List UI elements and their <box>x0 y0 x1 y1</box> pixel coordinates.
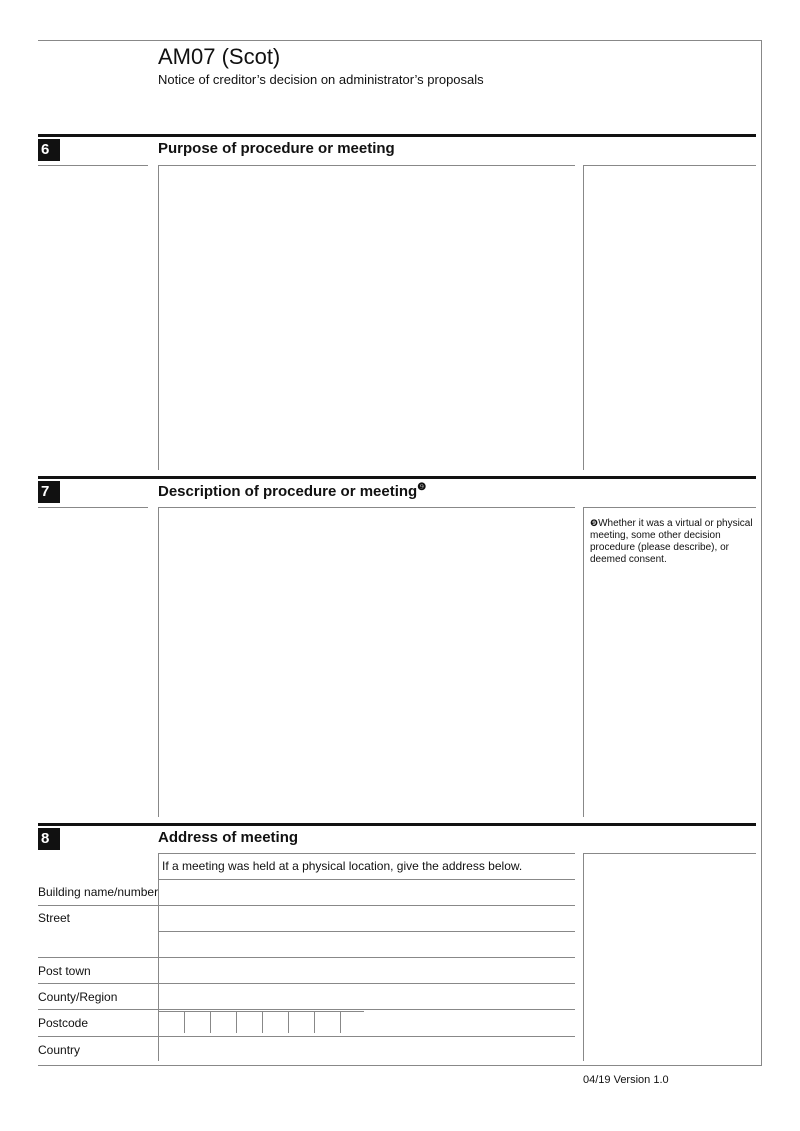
row-line-2 <box>38 905 575 906</box>
section-7-rule <box>38 476 756 479</box>
row-line-5 <box>38 983 575 984</box>
building-input[interactable] <box>162 882 572 902</box>
row-line-6 <box>38 1009 575 1010</box>
section-6-box-right <box>583 165 584 470</box>
section-6-title: Purpose of procedure or meeting <box>158 140 395 157</box>
section-8-title: Address of meeting <box>158 829 299 846</box>
note-9-text: Whether it was a virtual or physical meeting, some other decision procedure (please describe), or deemed consent. <box>590 518 753 565</box>
version-footer: 04/19 Version 1.0 <box>583 1074 669 1086</box>
section-6-rule <box>38 134 756 137</box>
section-7-side-top <box>583 507 756 508</box>
section-6-box-left <box>158 165 159 470</box>
postcode-label: Postcode <box>38 1016 89 1030</box>
postcode-box-divider <box>288 1011 289 1033</box>
post-town-label: Post town <box>38 964 91 978</box>
section-8-rule <box>38 823 756 826</box>
county-label: County/Region <box>38 990 118 1004</box>
top-rule <box>38 40 762 41</box>
section-7-title <box>158 482 426 500</box>
address-instruction: If a meeting was held at a physical location, give the address below. <box>162 859 523 873</box>
note-9-icon: ❾ <box>417 482 427 493</box>
building-label: Building name/number <box>38 885 159 899</box>
postcode-box-divider <box>210 1011 211 1033</box>
postcode-input[interactable] <box>158 1011 368 1035</box>
postcode-box-divider <box>314 1011 315 1033</box>
right-border <box>761 40 762 1066</box>
country-label: Country <box>38 1043 81 1057</box>
section-8-side-top <box>583 853 756 854</box>
row-line-3 <box>158 931 575 932</box>
section-7-left-underline <box>38 507 148 508</box>
section-8-box-right <box>583 853 584 1061</box>
section-6-number: 6 <box>38 139 60 161</box>
section-7-box-right <box>583 507 584 817</box>
county-input[interactable] <box>162 986 572 1006</box>
description-input[interactable] <box>160 509 580 814</box>
post-town-input[interactable] <box>162 960 572 980</box>
section-6-side-top <box>583 165 756 166</box>
street-input-1[interactable] <box>162 908 572 928</box>
street-input-2[interactable] <box>162 934 572 954</box>
street-label: Street <box>38 911 71 925</box>
row-line-1 <box>158 879 575 880</box>
section-7-box-top <box>158 507 575 508</box>
section-7-title-text: Description of procedure or meeting <box>158 483 418 500</box>
form-code: AM07 (Scot) <box>158 44 281 69</box>
section-8-number: 8 <box>38 828 60 850</box>
section-8-box-top <box>158 853 575 854</box>
postcode-box-divider <box>340 1011 341 1033</box>
postcode-box-divider <box>262 1011 263 1033</box>
section-7-box-left <box>158 507 159 817</box>
note-9-marker: ❾ <box>590 518 599 528</box>
postcode-box-top <box>158 1011 364 1012</box>
note-9 <box>590 517 755 566</box>
form-title: Notice of creditor’s decision on administrator’s proposals <box>158 72 484 87</box>
country-input[interactable] <box>162 1039 572 1061</box>
purpose-input[interactable] <box>160 167 580 467</box>
row-line-7 <box>38 1036 575 1037</box>
postcode-box-divider <box>236 1011 237 1033</box>
section-6-left-underline <box>38 165 148 166</box>
postcode-box-divider <box>184 1011 185 1033</box>
row-line-4 <box>38 957 575 958</box>
section-7-number: 7 <box>38 481 60 503</box>
bottom-rule <box>38 1065 762 1066</box>
section-6-box-top <box>158 165 575 166</box>
